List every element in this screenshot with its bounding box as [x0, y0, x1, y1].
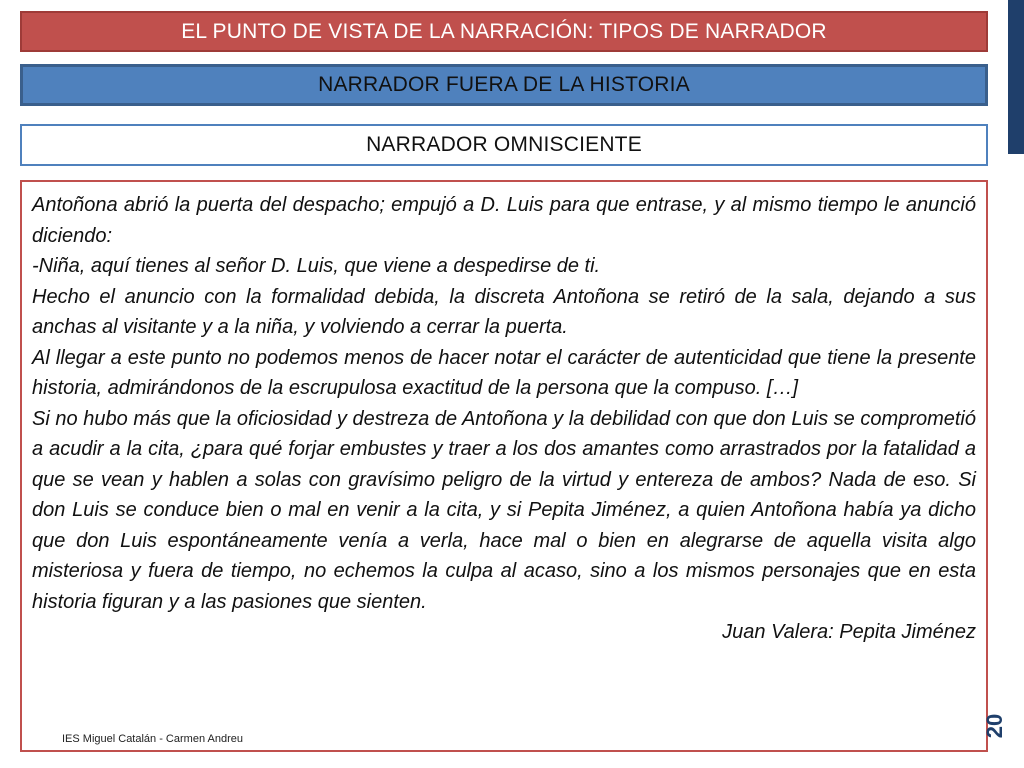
slide-subtitle: NARRADOR FUERA DE LA HISTORIA: [20, 64, 988, 106]
paragraph-3: Hecho el anuncio con la formalidad debida, la discreta Antoñona se retiró de la sala, dejando a sus anchas al visitante y a la niña, y volviendo a cerrar la puerta.: [32, 285, 976, 338]
sidebar-accent-light: [1008, 154, 1024, 768]
paragraph-5: Si no hubo más que la oficiosidad y destreza de Antoñona y la debilidad con que don Luis se comprometió a acudir a la cita, ¿para qué forjar embustes y traer a los dos amantes como arrastrados por la fatalidad a que se vean y hablen a solas con gravísimo peligro de la virtud y entereza de ambos? Nada de eso. Si don Luis se conduce bien o mal en venir a la cita, y si Pepita Jiménez, a quien Antoñona había ya dicho que don Luis espontáneamente venía a verla, hace mal o bien en alegrarse de aquella visita algo misteriosa y fuera de tiempo, no echemos la culpa al acaso, sino a los mismos personajes que en esta historia figuran y a las pasiones que sienten.: [32, 407, 976, 613]
footer-credit: IES Miguel Catalán - Carmen Andreu: [62, 733, 243, 745]
paragraph-4: Al llegar a este punto no podemos menos de hacer notar el carácter de autenticidad que tiene la presente historia, admirándonos de la escrupulosa exactitud de la persona que la compuso. […]: [32, 346, 976, 399]
paragraph-2: -Niña, aquí tienes al señor D. Luis, que viene a despedirse de ti.: [32, 255, 601, 277]
paragraph-1: Antoñona abrió la puerta del despacho; empujó a D. Luis para que entrase, y al mismo tiempo le anunció diciendo:: [32, 194, 976, 247]
section-heading: NARRADOR OMNISCIENTE: [20, 124, 988, 166]
attribution: Juan Valera: Pepita Jiménez: [722, 621, 976, 643]
excerpt-box: [20, 180, 988, 752]
sidebar-accent: [1008, 0, 1024, 154]
page-number: 20: [982, 713, 1007, 739]
slide-title: EL PUNTO DE VISTA DE LA NARRACIÓN: TIPOS DE NARRADOR: [20, 11, 988, 52]
